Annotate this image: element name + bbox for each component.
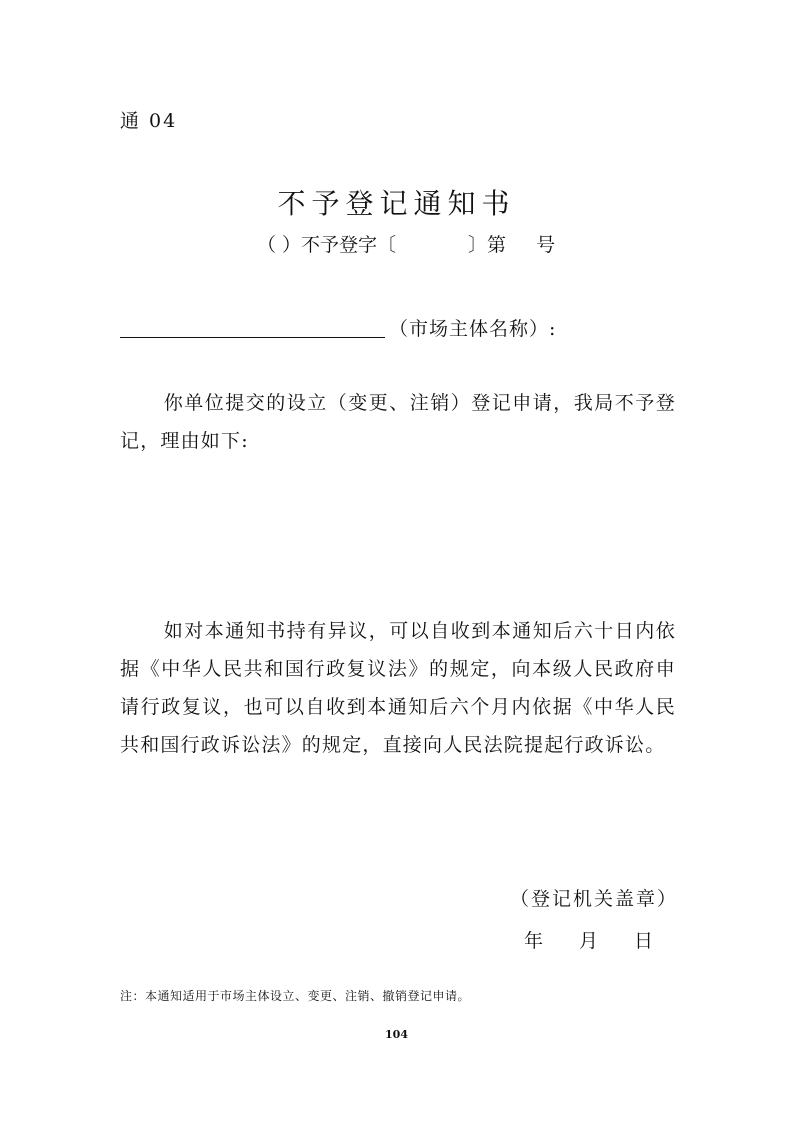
- footnote: 注：本通知适用于市场主体设立、变更、注销、撤销登记申请。: [120, 989, 471, 1003]
- doc-number-suffix: 号: [536, 234, 556, 256]
- date-day: 日: [634, 930, 654, 952]
- doc-number-close-paren: ）: [282, 234, 302, 256]
- doc-number-close-bracket: 〕第: [468, 234, 507, 256]
- document-title: 不予登记通知书: [277, 187, 516, 220]
- doc-number-open-paren: （: [257, 234, 277, 256]
- body-paragraph-appeal: 如对本通知书持有异议，可以自收到本通知后六十日内依据《中华人民共和国行政复议法》的规定，向本级人民政府申请行政复议，也可以自收到本通知后六个月内依据《中华人民共和国行政诉讼法》的规定，直接向人民法院提起行政诉讼。: [120, 620, 676, 756]
- date-year: 年: [524, 930, 544, 952]
- document-number: [257, 230, 555, 257]
- date-line: [524, 926, 653, 953]
- body-paragraph-refusal: 你单位提交的设立（变更、注销）登记申请，我局不予登记，理由如下:: [120, 392, 676, 452]
- recipient-name-blank: [120, 337, 385, 338]
- recipient-label: （市场主体名称）:: [389, 318, 557, 340]
- page-number: 104: [385, 1028, 408, 1041]
- seal-placeholder: （登记机关盖章）: [510, 888, 679, 910]
- date-month: 月: [579, 930, 599, 952]
- form-code: 通 04: [120, 110, 178, 132]
- doc-number-label: 不予登字〔: [301, 234, 397, 256]
